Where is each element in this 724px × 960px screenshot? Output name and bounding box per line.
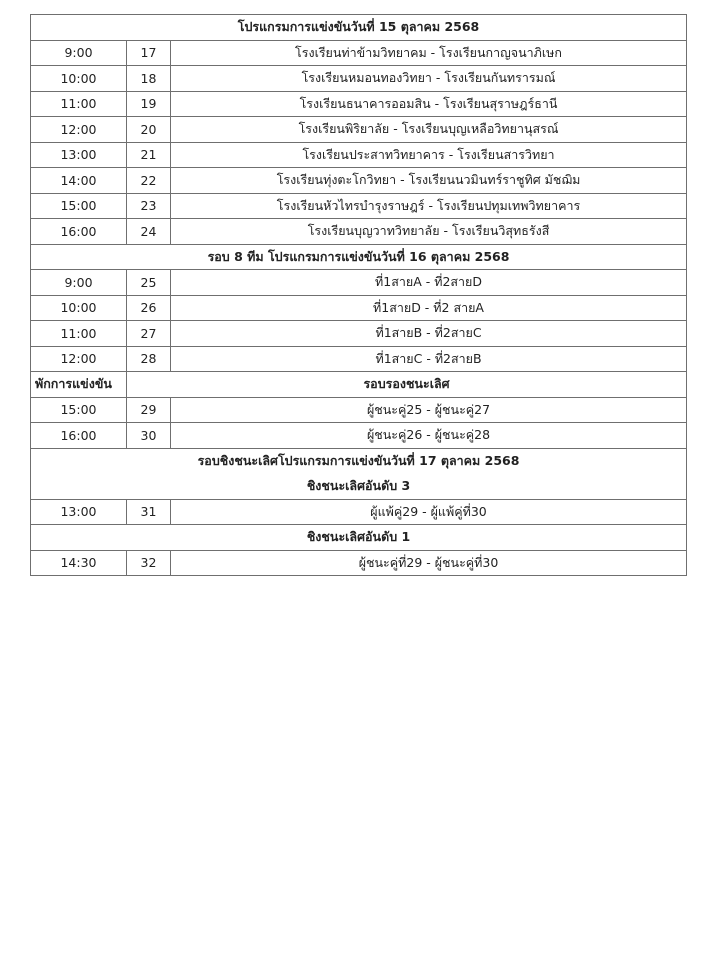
match-number: 19 [127,91,171,117]
match-row [31,270,687,296]
match-row [31,193,687,219]
match-row [31,423,687,449]
match-time: 9:00 [31,40,127,66]
match-row [31,40,687,66]
match-number: 32 [127,550,171,576]
section-header: รอบชิงชนะเลิศโปรแกรมการแข่งขันวันที่ 17 ตุลาคม 2568 [31,448,687,474]
match-teams: โรงเรียนพิริยาลัย - โรงเรียนบุญเหลือวิทยานุสรณ์ [171,117,687,143]
schedule-table [30,14,687,576]
match-number: 21 [127,142,171,168]
schedule-body [31,15,687,576]
match-number: 24 [127,219,171,245]
match-time: 16:00 [31,423,127,449]
section-header-row [31,474,687,500]
match-teams: ที่1สายD - ที่2 สายA [171,295,687,321]
match-row [31,66,687,92]
match-number: 26 [127,295,171,321]
match-row [31,168,687,194]
section-header: โปรแกรมการแข่งขันวันที่ 15 ตุลาคม 2568 [31,15,687,41]
match-time: 12:00 [31,117,127,143]
match-number: 20 [127,117,171,143]
match-row [31,321,687,347]
section-header: รอบ 8 ทีม โปรแกรมการแข่งขันวันที่ 16 ตุลาคม 2568 [31,244,687,270]
match-number: 18 [127,66,171,92]
match-teams: ผู้ชนะคู่26 - ผู้ชนะคู่28 [171,423,687,449]
section-header-row [31,244,687,270]
section-header: ชิงชนะเลิศอันดับ 3 [31,474,687,500]
match-teams: โรงเรียนหมอนทองวิทยา - โรงเรียนกันทรารมณ์ [171,66,687,92]
match-time: 15:00 [31,397,127,423]
match-teams: โรงเรียนท่าข้ามวิทยาคม - โรงเรียนกาญจนาภิเษก [171,40,687,66]
match-time: 10:00 [31,66,127,92]
match-time: 16:00 [31,219,127,245]
match-row [31,142,687,168]
match-number: 25 [127,270,171,296]
match-time: 14:00 [31,168,127,194]
match-row [31,295,687,321]
match-number: 29 [127,397,171,423]
match-row [31,219,687,245]
match-number: 23 [127,193,171,219]
match-row [31,550,687,576]
match-teams: โรงเรียนประสาทวิทยาคาร - โรงเรียนสารวิทยา [171,142,687,168]
match-time: 14:30 [31,550,127,576]
match-teams: ผู้ชนะคู่25 - ผู้ชนะคู่27 [171,397,687,423]
match-number: 30 [127,423,171,449]
split-header-row [31,372,687,398]
section-header-row [31,15,687,41]
match-number: 22 [127,168,171,194]
section-header-row [31,448,687,474]
match-teams: ผู้แพ้คู่29 - ผู้แพ้คู่ที่30 [171,499,687,525]
match-teams: โรงเรียนบุญวาทวิทยาลัย - โรงเรียนวิสุทธรังสี [171,219,687,245]
match-teams: โรงเรียนธนาคารออมสิน - โรงเรียนสุราษฎร์ธานี [171,91,687,117]
match-row [31,346,687,372]
match-row [31,91,687,117]
match-teams: ที่1สายB - ที่2สายC [171,321,687,347]
section-header: ชิงชนะเลิศอันดับ 1 [31,525,687,551]
match-teams: ผู้ชนะคู่ที่29 - ผู้ชนะคู่ที่30 [171,550,687,576]
round-label: รอบรองชนะเลิศ [127,372,687,398]
match-row [31,117,687,143]
match-time: 13:00 [31,142,127,168]
match-teams: โรงเรียนหัวไทรบำรุงราษฎร์ - โรงเรียนปทุมเทพวิทยาคาร [171,193,687,219]
match-time: 15:00 [31,193,127,219]
match-time: 11:00 [31,91,127,117]
match-teams: ที่1สายA - ที่2สายD [171,270,687,296]
match-time: 13:00 [31,499,127,525]
match-row [31,499,687,525]
match-number: 28 [127,346,171,372]
match-teams: โรงเรียนทุ่งตะโกวิทยา - โรงเรียนนวมินทร์ราชูทิศ มัชฌิม [171,168,687,194]
match-number: 31 [127,499,171,525]
match-time: 12:00 [31,346,127,372]
match-number: 27 [127,321,171,347]
match-row [31,397,687,423]
match-time: 10:00 [31,295,127,321]
match-number: 17 [127,40,171,66]
match-time: 11:00 [31,321,127,347]
section-header-row [31,525,687,551]
match-teams: ที่1สายC - ที่2สายB [171,346,687,372]
break-label: พักการแข่งขัน [31,372,127,398]
match-time: 9:00 [31,270,127,296]
